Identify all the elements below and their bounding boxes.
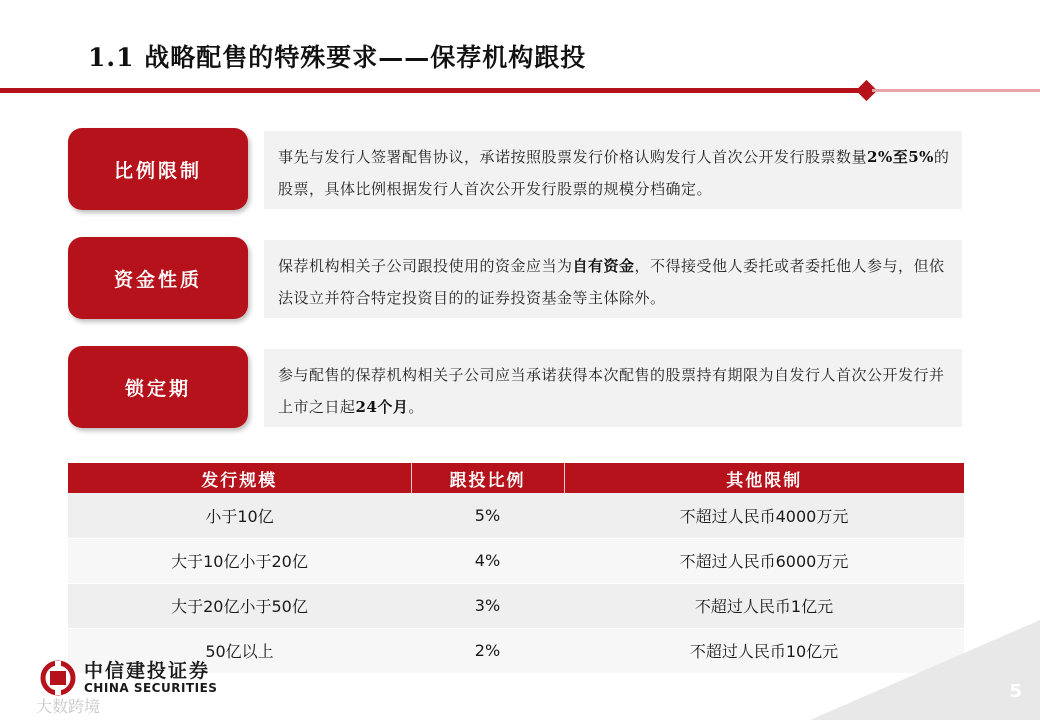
logo-english-name: CHINA SECURITIES	[84, 681, 218, 695]
rule-description	[264, 349, 962, 427]
watermark: 大数跨境	[36, 697, 101, 716]
cell-other-limits: 不超过人民币1亿元	[564, 583, 964, 628]
header-other-limits: 其他限制	[564, 463, 964, 493]
table-row	[68, 493, 964, 538]
highlighted-text: 24个月	[355, 398, 409, 416]
slide-title: 1.1 战略配售的特殊要求——保荐机构跟投	[88, 43, 587, 72]
description-text: 的股票，具体比例根据发行人首次公开发行股票的规模分档确定。	[278, 148, 950, 198]
description-text: 。	[408, 398, 424, 416]
company-logo	[38, 660, 217, 696]
cell-other-limits: 不超过人民币4000万元	[564, 493, 964, 538]
cell-other-limits: 不超过人民币6000万元	[564, 538, 964, 583]
description-text: 事先与发行人签署配售协议，承诺按照股票发行价格认购发行人首次公开发行股票数量	[278, 148, 868, 166]
table-header-row	[68, 463, 964, 493]
title-underline-light	[872, 89, 1040, 92]
cell-issue-scale: 小于10亿	[68, 493, 411, 538]
rule-block-ratio	[68, 128, 964, 210]
rule-block-fund-nature	[68, 237, 964, 319]
description-text: 参与配售的保荐机构相关子公司应当承诺获得本次配售的股票持有期限为自发行人首次公开发行并上市之日起	[278, 366, 945, 416]
cell-issue-scale: 大于10亿小于20亿	[68, 538, 411, 583]
logo-chinese-name: 中信建投证券	[84, 660, 211, 682]
cell-issue-scale: 50亿以上	[68, 628, 411, 673]
rule-label: 资金性质	[68, 237, 248, 319]
description-text: 保荐机构相关子公司跟投使用的资金应当为	[278, 257, 573, 275]
title-underline	[0, 88, 866, 93]
cell-follow-ratio: 3%	[411, 583, 564, 628]
logo-text	[84, 661, 217, 695]
cell-other-limits: 不超过人民币10亿元	[564, 628, 964, 673]
rule-label: 锁定期	[68, 346, 248, 428]
header-follow-ratio: 跟投比例	[411, 463, 564, 493]
cell-follow-ratio: 5%	[411, 493, 564, 538]
rule-block-lockup	[68, 346, 964, 428]
header-issue-scale: 发行规模	[68, 463, 411, 493]
corner-decoration	[810, 620, 1040, 720]
cell-issue-scale: 大于20亿小于50亿	[68, 583, 411, 628]
page-number: 5	[1009, 681, 1022, 702]
table-row	[68, 538, 964, 583]
cell-follow-ratio: 2%	[411, 628, 564, 673]
rule-description	[264, 131, 962, 209]
citic-logo-icon	[38, 660, 78, 696]
cell-follow-ratio: 4%	[411, 538, 564, 583]
highlighted-text: 2%至5%	[867, 148, 934, 166]
rule-description	[264, 240, 962, 318]
description-text: ，不得接受他人委托或者委托他人参与，但依法设立并符合特定投资目的的证券投资基金等主体除外。	[278, 257, 945, 307]
highlighted-text: 自有资金	[572, 257, 635, 275]
rule-label: 比例限制	[68, 128, 248, 210]
